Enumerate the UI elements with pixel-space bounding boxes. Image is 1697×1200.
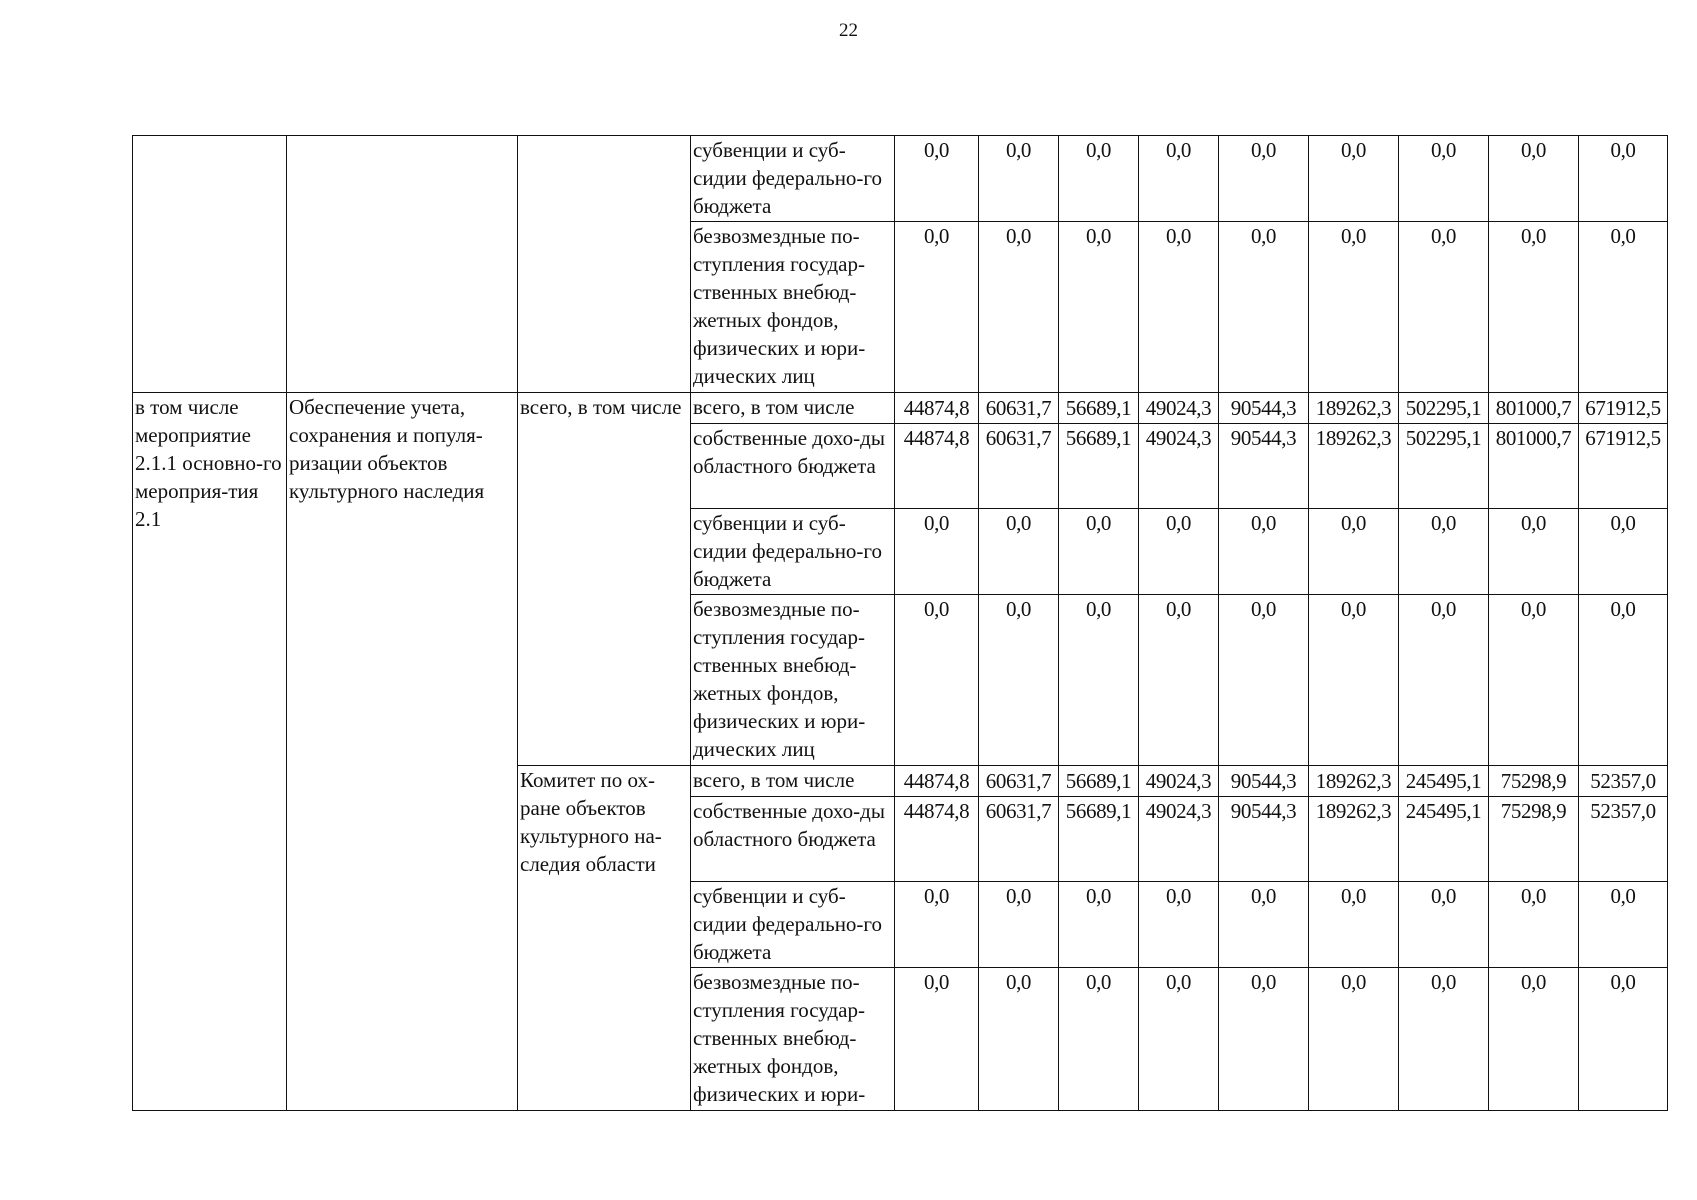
value-cell: 0,0 [979, 595, 1059, 766]
funding-source-cell: собственные дохо-ды областного бюджета [691, 796, 895, 881]
value-cell: 44874,8 [895, 766, 979, 796]
value-cell: 0,0 [979, 136, 1059, 222]
value-cell: 0,0 [1309, 881, 1399, 967]
value-cell: 49024,3 [1139, 796, 1219, 881]
value-cell: 44874,8 [895, 423, 979, 508]
value-cell: 0,0 [1579, 881, 1668, 967]
value-cell: 0,0 [1579, 222, 1668, 393]
value-cell: 0,0 [1139, 222, 1219, 393]
value-cell: 671912,5 [1579, 393, 1668, 423]
funding-source-cell: безвозмездные по-ступления государ-ственных внебюд-жетных фондов, физических и юри-дических лиц [691, 595, 895, 766]
value-cell: 90544,3 [1219, 766, 1309, 796]
value-cell: 0,0 [1489, 508, 1579, 594]
table-row [133, 393, 1668, 423]
value-cell: 90544,3 [1219, 796, 1309, 881]
value-cell: 0,0 [1489, 136, 1579, 222]
value-cell: 44874,8 [895, 393, 979, 423]
value-cell: 90544,3 [1219, 423, 1309, 508]
value-cell: 0,0 [1059, 595, 1139, 766]
funding-source-cell: всего, в том числе [691, 393, 895, 423]
value-cell: 0,0 [1579, 136, 1668, 222]
value-cell: 0,0 [1489, 881, 1579, 967]
value-cell: 0,0 [1139, 595, 1219, 766]
value-cell: 44874,8 [895, 796, 979, 881]
value-cell: 75298,9 [1489, 796, 1579, 881]
budget-table [132, 135, 1668, 1111]
continuation-executor-cell [518, 136, 691, 393]
value-cell: 0,0 [1219, 222, 1309, 393]
value-cell: 0,0 [1139, 508, 1219, 594]
value-cell: 0,0 [895, 136, 979, 222]
value-cell: 0,0 [1309, 968, 1399, 1111]
executor-cell: Комитет по ох-ране объектов культурного на-следия области [518, 766, 691, 1111]
value-cell: 56689,1 [1059, 766, 1139, 796]
measure-name-cell: Обеспечение учета, сохранения и популя-ризации объектов культурного наследия [287, 393, 518, 1111]
value-cell: 0,0 [1399, 222, 1489, 393]
continuation-label-cell [133, 136, 287, 393]
continuation-name-cell [287, 136, 518, 393]
value-cell: 90544,3 [1219, 393, 1309, 423]
value-cell: 49024,3 [1139, 423, 1219, 508]
value-cell: 0,0 [895, 881, 979, 967]
value-cell: 0,0 [1489, 222, 1579, 393]
value-cell: 801000,7 [1489, 423, 1579, 508]
value-cell: 56689,1 [1059, 796, 1139, 881]
value-cell: 189262,3 [1309, 393, 1399, 423]
funding-source-cell: собственные дохо-ды областного бюджета [691, 423, 895, 508]
value-cell: 0,0 [1059, 136, 1139, 222]
value-cell: 671912,5 [1579, 423, 1668, 508]
measure-label-cell: в том числе мероприятие 2.1.1 основно-го мероприя-тия 2.1 [133, 393, 287, 1111]
value-cell: 0,0 [1399, 595, 1489, 766]
value-cell: 60631,7 [979, 766, 1059, 796]
value-cell: 189262,3 [1309, 796, 1399, 881]
value-cell: 0,0 [1059, 222, 1139, 393]
value-cell: 56689,1 [1059, 423, 1139, 508]
value-cell: 0,0 [1139, 881, 1219, 967]
value-cell: 0,0 [1309, 508, 1399, 594]
value-cell: 0,0 [1579, 508, 1668, 594]
value-cell: 60631,7 [979, 393, 1059, 423]
value-cell: 49024,3 [1139, 393, 1219, 423]
value-cell: 0,0 [1219, 136, 1309, 222]
value-cell: 502295,1 [1399, 423, 1489, 508]
value-cell: 0,0 [895, 595, 979, 766]
value-cell: 0,0 [1139, 968, 1219, 1111]
value-cell: 0,0 [979, 508, 1059, 594]
funding-source-cell: всего, в том числе [691, 766, 895, 796]
value-cell: 56689,1 [1059, 393, 1139, 423]
value-cell: 0,0 [1219, 881, 1309, 967]
funding-source-cell: субвенции и суб-сидии федерально-го бюджета [691, 508, 895, 594]
value-cell: 60631,7 [979, 423, 1059, 508]
executor-cell: всего, в том числе [518, 393, 691, 766]
table-row [133, 136, 1668, 222]
value-cell: 189262,3 [1309, 766, 1399, 796]
funding-source-cell: субвенции и суб-сидии федерально-го бюджета [691, 881, 895, 967]
funding-source-cell: безвозмездные по-ступления государ-ственных внебюд-жетных фондов, физических и юри-дических лиц [691, 222, 895, 393]
value-cell: 502295,1 [1399, 393, 1489, 423]
value-cell: 0,0 [979, 881, 1059, 967]
value-cell: 0,0 [1399, 881, 1489, 967]
value-cell: 0,0 [1219, 508, 1309, 594]
value-cell: 0,0 [1309, 595, 1399, 766]
value-cell: 0,0 [1489, 968, 1579, 1111]
value-cell: 52357,0 [1579, 766, 1668, 796]
value-cell: 49024,3 [1139, 766, 1219, 796]
value-cell: 0,0 [1399, 136, 1489, 222]
funding-source-cell: безвозмездные по-ступления государ-ственных внебюд-жетных фондов, физических и юри- [691, 968, 895, 1111]
value-cell: 0,0 [1059, 968, 1139, 1111]
value-cell: 0,0 [1399, 508, 1489, 594]
value-cell: 0,0 [1399, 968, 1489, 1111]
value-cell: 75298,9 [1489, 766, 1579, 796]
value-cell: 0,0 [895, 968, 979, 1111]
value-cell: 801000,7 [1489, 393, 1579, 423]
value-cell: 0,0 [1309, 136, 1399, 222]
value-cell: 0,0 [1579, 968, 1668, 1111]
page-number: 22 [839, 20, 858, 41]
value-cell: 189262,3 [1309, 423, 1399, 508]
value-cell: 0,0 [1489, 595, 1579, 766]
value-cell: 245495,1 [1399, 766, 1489, 796]
value-cell: 0,0 [1219, 595, 1309, 766]
value-cell: 0,0 [1059, 508, 1139, 594]
value-cell: 0,0 [1059, 881, 1139, 967]
value-cell: 0,0 [1579, 595, 1668, 766]
value-cell: 0,0 [979, 222, 1059, 393]
funding-source-cell: субвенции и суб-сидии федерально-го бюджета [691, 136, 895, 222]
value-cell: 0,0 [1139, 136, 1219, 222]
value-cell: 0,0 [979, 968, 1059, 1111]
value-cell: 60631,7 [979, 796, 1059, 881]
value-cell: 0,0 [895, 222, 979, 393]
value-cell: 0,0 [1309, 222, 1399, 393]
value-cell: 245495,1 [1399, 796, 1489, 881]
value-cell: 0,0 [1219, 968, 1309, 1111]
value-cell: 0,0 [895, 508, 979, 594]
value-cell: 52357,0 [1579, 796, 1668, 881]
